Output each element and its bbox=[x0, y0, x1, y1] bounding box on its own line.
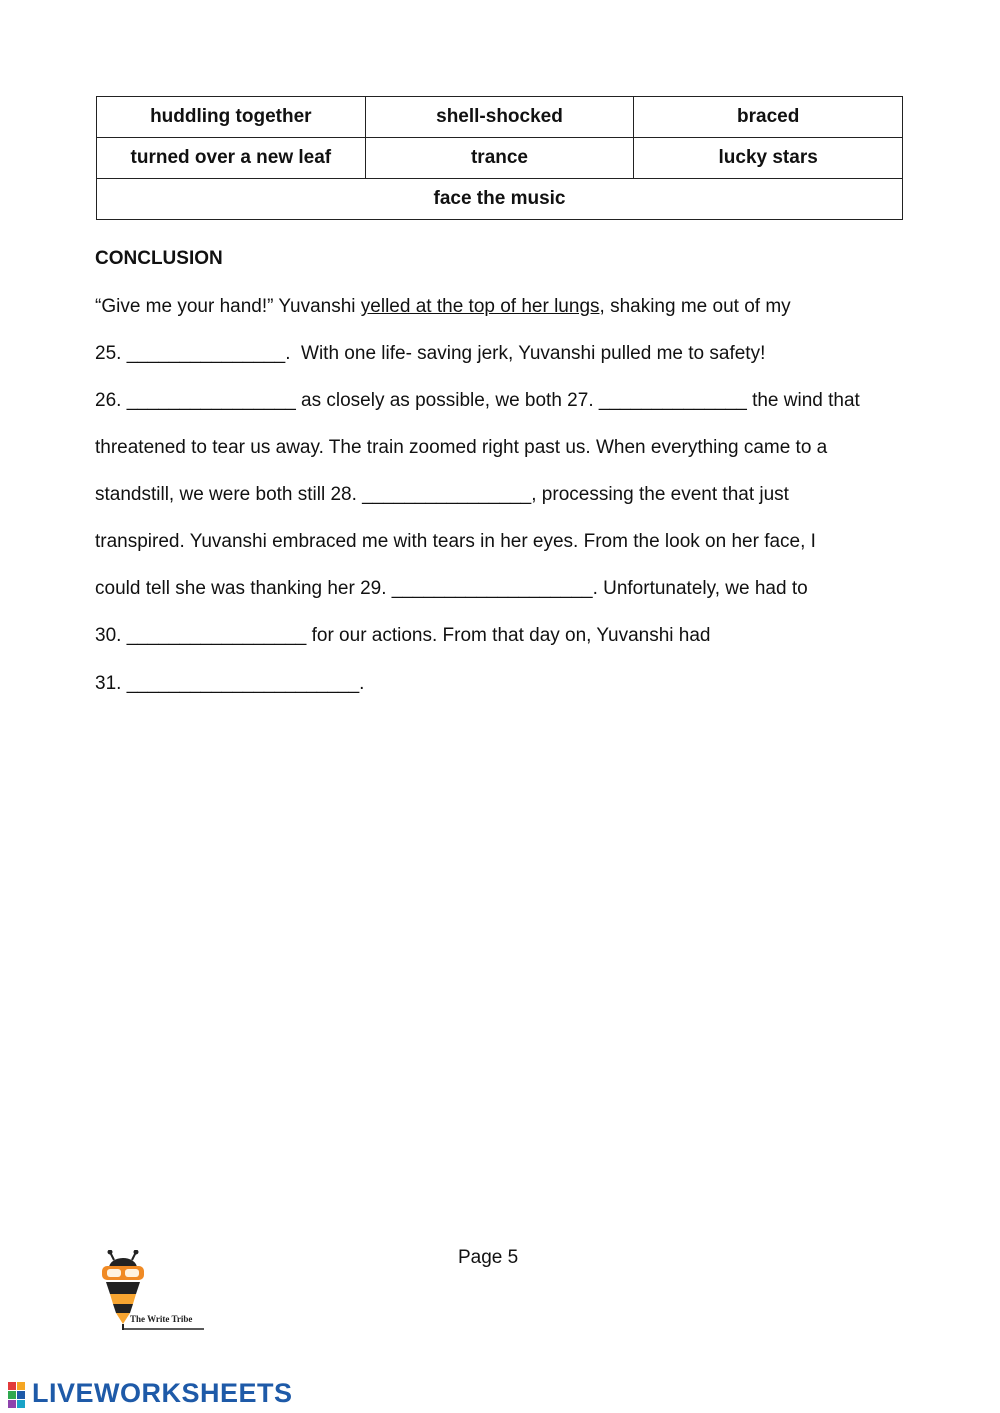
paragraph-line-2: 25. _______________. With one life- saving jerk, Yuvanshi pulled me to safety! bbox=[95, 343, 766, 364]
paragraph-line-8: 30. _________________ for our actions. From that day on, Yuvanshi had bbox=[95, 625, 711, 646]
word-bank-cell: shell-shocked bbox=[365, 97, 634, 138]
word-bank-table bbox=[96, 96, 903, 220]
paragraph-line-9: 31. ______________________. bbox=[95, 673, 365, 694]
word-bank-cell: lucky stars bbox=[634, 138, 903, 179]
logo-text: The Write Tribe bbox=[130, 1314, 193, 1324]
paragraph-line-5: standstill, we were both still 28. ________________, processing the event that just bbox=[95, 484, 789, 505]
paragraph-line-4: threatened to tear us away. The train zoomed right past us. When everything came to a bbox=[95, 437, 828, 458]
word-bank-row bbox=[97, 97, 903, 138]
underlined-phrase: yelled at the top of her lungs bbox=[360, 296, 600, 317]
paragraph-line-3: 26. ________________ as closely as possible, we both 27. ______________ the wind that bbox=[95, 390, 860, 411]
word-bank-row bbox=[97, 179, 903, 220]
word-bank-cell: braced bbox=[634, 97, 903, 138]
bee-logo-icon bbox=[92, 1250, 212, 1332]
word-bank-cell: turned over a new leaf bbox=[97, 138, 366, 179]
line1-before: “Give me your hand!” Yuvanshi bbox=[95, 296, 361, 317]
word-bank-cell: face the music bbox=[97, 179, 903, 220]
word-bank-cell: trance bbox=[365, 138, 634, 179]
liveworksheets-brand: LIVEWORKSHEETS bbox=[32, 1378, 293, 1408]
paragraph-line-7: could tell she was thanking her 29. ___________________. Unfortunately, we had to bbox=[95, 578, 808, 599]
word-bank-row bbox=[97, 138, 903, 179]
paragraph-line-6: transpired. Yuvanshi embraced me with tears in her eyes. From the look on her face, I bbox=[95, 531, 816, 552]
word-bank-cell: huddling together bbox=[97, 97, 366, 138]
conclusion-heading: CONCLUSION bbox=[95, 248, 223, 269]
page-number: Page 5 bbox=[458, 1247, 519, 1268]
line1-after: , shaking me out of my bbox=[599, 296, 791, 317]
paragraph-line-1 bbox=[95, 295, 791, 319]
